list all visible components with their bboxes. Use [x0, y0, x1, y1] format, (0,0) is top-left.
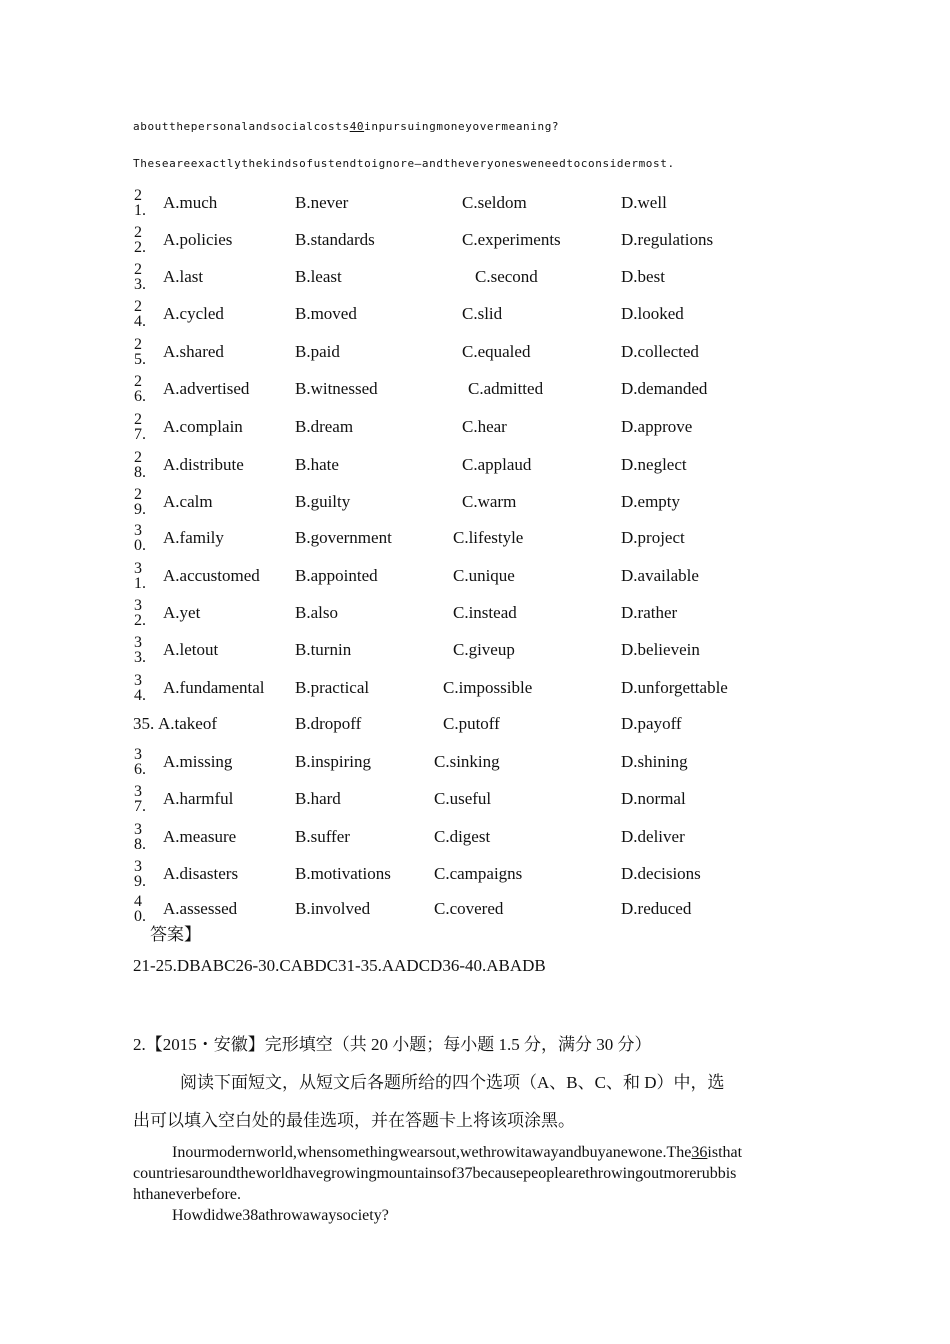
option-b: B.guilty [295, 492, 351, 511]
option-b: B.turnin [295, 640, 352, 659]
option-d: D.deliver [621, 827, 685, 846]
option-d: D.payoff [621, 714, 682, 733]
option-d: D.demanded [621, 379, 708, 398]
option-a: A.last [163, 267, 204, 286]
paragraph-1-line-3: hthaneverbefore. [133, 1186, 241, 1203]
question-row [0, 859, 950, 893]
option-b: B.government [295, 528, 392, 547]
option-b: B.also [295, 603, 338, 622]
question-number: 3 2. [134, 598, 146, 626]
option-c: C.warm [462, 492, 517, 511]
option-b: B.practical [295, 678, 370, 697]
question-row [0, 747, 950, 781]
option-c: C.hear [462, 417, 507, 436]
option-b: B.dream [295, 417, 354, 436]
option-d: D.project [621, 528, 685, 547]
question-row [0, 225, 950, 259]
option-c: C.unique [453, 566, 515, 585]
question-number: 3 6. [134, 747, 146, 775]
passage-line-1 [133, 120, 559, 133]
question-number: 2 1. [134, 188, 146, 216]
blank-36: 36 [691, 1144, 708, 1161]
question-row [0, 784, 950, 818]
option-d: D.decisions [621, 864, 701, 883]
option-d: D.approve [621, 417, 693, 436]
question-number: 3 0. [134, 523, 146, 551]
option-a: A.missing [163, 752, 233, 771]
option-d: D.unforgettable [621, 678, 728, 697]
question-row [0, 561, 950, 595]
option-c: C.putoff [443, 714, 500, 733]
question-number: 2 5. [134, 337, 146, 365]
question-row [0, 523, 950, 557]
question-row [0, 337, 950, 371]
answer-key: 21-25.DBABC26-30.CABDC31-35.AADCD36-40.ABADB [133, 956, 546, 975]
option-a: A.yet [163, 603, 201, 622]
instruction-line-2: 出可以填入空白处的最佳选项，并在答题卡上将该项涂黑。 [133, 1111, 575, 1130]
option-d: D.believein [621, 640, 700, 659]
instruction-line-1: 阅读下面短文，从短文后各题所给的四个选项（A、B、C、和 D）中，选 [180, 1073, 725, 1092]
paragraph-2: Howdidwe38athrowawaysociety? [172, 1207, 389, 1224]
option-b: B.moved [295, 304, 357, 323]
question-number: 2 9. [134, 487, 146, 515]
option-c: C.sinking [434, 752, 500, 771]
option-b: B.witnessed [295, 379, 378, 398]
option-b: B.involved [295, 899, 371, 918]
question-number: 3 1. [134, 561, 146, 589]
option-a: A.assessed [163, 899, 238, 918]
answer-heading: 答案】 [150, 925, 201, 944]
question-number: 35. [133, 714, 155, 733]
option-a: A.letout [163, 640, 219, 659]
option-c: C.campaigns [434, 864, 523, 883]
option-a: A.calm [163, 492, 213, 511]
option-d: D.neglect [621, 455, 687, 474]
question-number: 3 7. [134, 784, 146, 812]
option-d: D.collected [621, 342, 699, 361]
option-b: B.never [295, 193, 349, 212]
option-b: B.least [295, 267, 342, 286]
option-b: B.inspiring [295, 752, 372, 771]
paragraph-1-line-2: countriesaroundtheworldhavegrowingmountainsof37becausepeoplearethrowingoutmorerubbis [133, 1165, 737, 1182]
question-number: 2 4. [134, 299, 146, 327]
option-d: D.well [621, 193, 667, 212]
option-b: B.suffer [295, 827, 350, 846]
option-d: D.best [621, 267, 665, 286]
passage-line-2: Theseareexactlythekindsofustendtoignore—andtheveryonesweneedtoconsidermost. [133, 157, 675, 170]
option-b: B.dropoff [295, 714, 362, 733]
option-a: A.policies [163, 230, 233, 249]
option-c: C.seldom [462, 193, 527, 212]
question-row [0, 673, 950, 707]
option-b: B.paid [295, 342, 340, 361]
option-c: C.equaled [462, 342, 531, 361]
question-row [0, 374, 950, 408]
question-number: 3 8. [134, 822, 146, 850]
option-a: A.harmful [163, 789, 234, 808]
question-number: 3 4. [134, 673, 146, 701]
option-d: D.available [621, 566, 699, 585]
option-c: C.impossible [443, 678, 533, 697]
question-row [0, 487, 950, 521]
option-c: C.experiments [462, 230, 561, 249]
question-number: 2 2. [134, 225, 146, 253]
option-a: A.disasters [163, 864, 239, 883]
question-number: 2 7. [134, 412, 146, 440]
passage-text: aboutthepersonalandsocialcosts [133, 120, 350, 133]
question-row [0, 635, 950, 669]
question-row [0, 412, 950, 446]
option-c: C.useful [434, 789, 492, 808]
option-a: A.cycled [163, 304, 224, 323]
option-b: B.appointed [295, 566, 378, 585]
option-a: A.shared [163, 342, 224, 361]
option-c: C.admitted [468, 379, 544, 398]
option-a: A.distribute [163, 455, 244, 474]
question-number: 4 0. [134, 894, 146, 922]
option-a: A.measure [163, 827, 237, 846]
option-c: C.lifestyle [453, 528, 524, 547]
question-row [0, 188, 950, 222]
question-row [0, 894, 950, 928]
option-c: C.applaud [462, 455, 532, 474]
question-row [0, 262, 950, 296]
option-c: C.second [475, 267, 538, 286]
option-d: D.normal [621, 789, 686, 808]
option-d: D.empty [621, 492, 681, 511]
paragraph-1-line-1 [172, 1144, 742, 1162]
option-a: A.fundamental [163, 678, 265, 697]
question-number: 2 8. [134, 450, 146, 478]
question-number: 3 3. [134, 635, 146, 663]
option-c: C.digest [434, 827, 491, 846]
option-d: D.rather [621, 603, 678, 622]
option-b: B.hard [295, 789, 341, 808]
option-a: A.advertised [163, 379, 250, 398]
blank-40: 40 [349, 120, 365, 133]
option-a: A.accustomed [163, 566, 260, 585]
question-row [0, 299, 950, 333]
question-number: 2 3. [134, 262, 146, 290]
question-row [0, 822, 950, 856]
option-d: D.regulations [621, 230, 714, 249]
paragraph-text: Inourmodernworld,whensomethingwearsout,wethrowitawayandbuyanewone.The [172, 1144, 692, 1161]
option-c: C.slid [462, 304, 503, 323]
option-c: C.giveup [453, 640, 515, 659]
option-a: A.complain [163, 417, 243, 436]
option-b: B.motivations [295, 864, 391, 883]
question-row [0, 450, 950, 484]
option-a: A.family [163, 528, 224, 547]
option-b: B.standards [295, 230, 375, 249]
question-row [0, 713, 950, 743]
option-a: A.takeof [158, 714, 218, 733]
option-a: A.much [163, 193, 218, 212]
question-row [0, 598, 950, 632]
option-b: B.hate [295, 455, 339, 474]
passage-text: inpursuingmoneyovermeaning? [364, 120, 560, 133]
option-d: D.reduced [621, 899, 692, 918]
option-c: C.instead [453, 603, 517, 622]
option-c: C.covered [434, 899, 504, 918]
paragraph-text: isthat [707, 1144, 743, 1161]
question-number: 2 6. [134, 374, 146, 402]
question-number: 3 9. [134, 859, 146, 887]
option-d: D.shining [621, 752, 688, 771]
option-d: D.looked [621, 304, 684, 323]
section-title: 2.【2015・安徽】完形填空（共 20 小题；每小题 1.5 分，满分 30 分） [133, 1035, 652, 1054]
